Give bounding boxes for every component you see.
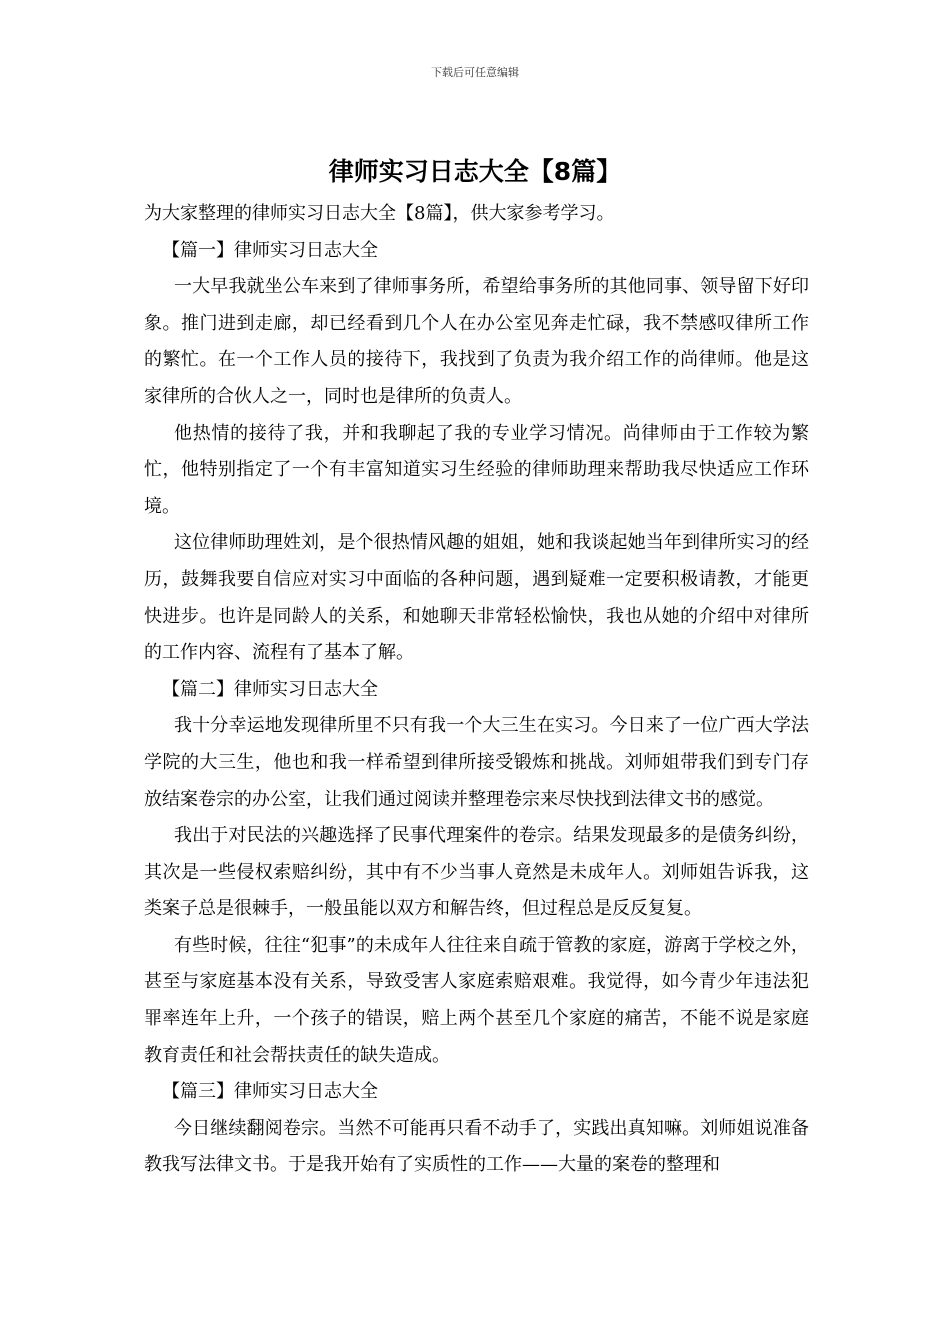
document-title: 律师实习日志大全【8篇】 [328,157,622,186]
document-body [144,196,809,1184]
body-paragraph: 一大早我就坐公车来到了律师事务所，希望给事务所的其他同事、领导留下好印象。推门进到走廊，却已经看到几个人在办公室见奔走忙碌，我不禁感叹律所工作的繁忙。在一个工作人员的接待下，我找到了负责为我介绍工作的尚律师。他是这家律所的合伙人之一，同时也是律所的负责人。 [144,276,809,407]
intro-paragraph: 为大家整理的律师实习日志大全【8篇】，供大家参考学习。 [144,203,615,224]
section-heading-2: 【篇二】律师实习日志大全 [162,678,378,700]
section-heading-3: 【篇三】律师实习日志大全 [162,1081,378,1103]
body-paragraph: 我出于对民法的兴趣选择了民事代理案件的卷宗。结果发现最多的是债务纠纷，其次是一些侵权索赔纠纷，其中有不少当事人竟然是未成年人。刘师姐告诉我，这类案子总是很棘手，一般虽能以双方和解告终，但过程总是反反复复。 [144,825,809,920]
body-paragraph: 有些时候，往往“犯事”的未成年人往往来自疏于管教的家庭，游离于学校之外，甚至与家庭基本没有关系，导致受害人家庭索赔艰难。我觉得，如今青少年违法犯罪率连年上升，一个孩子的错误，赔上两个甚至几个家庭的痛苦，不能不说是家庭教育责任和社会帮扶责任的缺失造成。 [144,934,809,1066]
body-paragraph: 今日继续翻阅卷宗。当然不可能再只看不动手了，实践出真知嘛。刘师姐说准备教我写法律文书。于是我开始有了实质性的工作——大量的案卷的整理和 [144,1117,809,1176]
page-header-note: 下载后可任意编辑 [431,66,519,79]
body-paragraph: 我十分幸运地发现律所里不只有我一个大三生在实习。今日来了一位广西大学法学院的大三生，他也和我一样希望到律所接受锻炼和挑战。刘师姐带我们到专门存放结案卷宗的办公室，让我们通过阅读并整理卷宗来尽快找到法律文书的感觉。 [144,715,809,810]
body-paragraph: 他热情的接待了我，并和我聊起了我的专业学习情况。尚律师由于工作较为繁忙，他特别指定了一个有丰富知道实习生经验的律师助理来帮助我尽快适应工作环境。 [144,422,809,517]
section-heading-1: 【篇一】律师实习日志大全 [162,239,378,261]
body-paragraph: 这位律师助理姓刘，是个很热情风趣的姐姐，她和我谈起她当年到律所实习的经历，鼓舞我要自信应对实习中面临的各种问题，遇到疑难一定要积极请教，才能更快进步。也许是同龄人的关系，和她聊天非常轻松愉快，我也从她的介绍中对律所的工作内容、流程有了基本了解。 [144,532,809,664]
